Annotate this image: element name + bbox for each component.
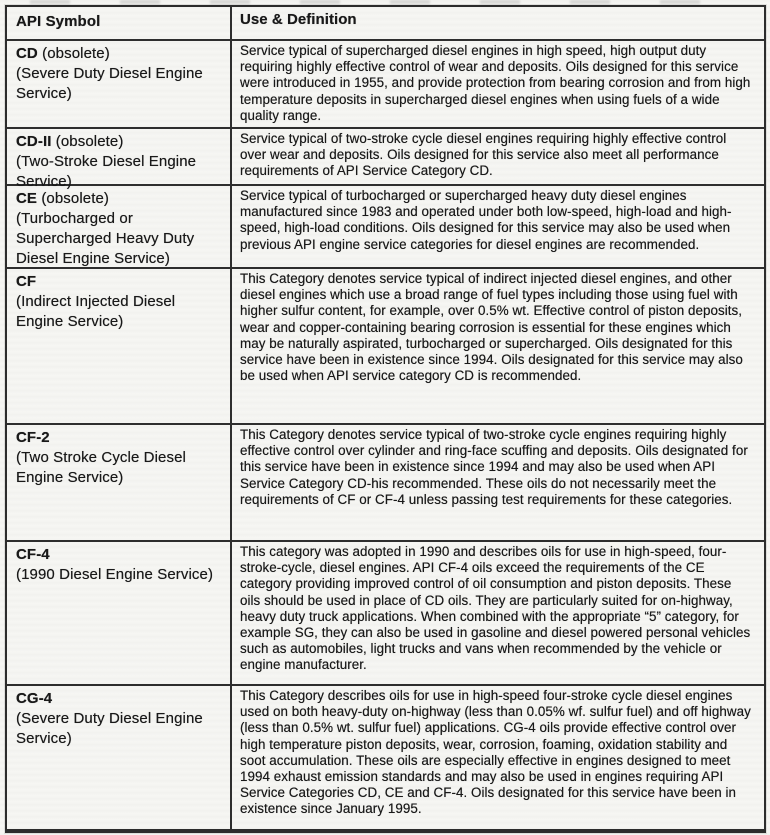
api-symbol-code: CE bbox=[16, 190, 38, 207]
api-symbol-cell bbox=[7, 41, 232, 127]
api-symbol-subtitle: (Two Stroke Cycle Diesel Engine Service) bbox=[16, 449, 186, 486]
api-symbol-cell bbox=[7, 542, 232, 684]
api-symbol-suffix: (obsolete) bbox=[37, 45, 110, 62]
header-use-definition: Use & Definition bbox=[240, 11, 357, 28]
api-symbol-subtitle: (1990 Diesel Engine Service) bbox=[16, 566, 214, 583]
api-symbol-cell bbox=[7, 186, 232, 267]
header-api-symbol: API Symbol bbox=[7, 7, 232, 39]
api-symbol-code: CD-II bbox=[16, 133, 52, 150]
table-row bbox=[7, 269, 764, 425]
table-row bbox=[7, 425, 764, 542]
api-symbol-subtitle: (Turbocharged or Supercharged Heavy Duty Diesel Engine Service) bbox=[16, 210, 195, 267]
table-row bbox=[7, 41, 764, 129]
definition-cell: Service typical of supercharged diesel engines in high speed, high output duty requiring highly effective control of wear and deposits. Oils designed for this service were introduced in 1955, and provide protection from bearing corrosion and from high temperature deposits in supercharged diesel engines when using fuels of a wide quality range. bbox=[240, 43, 751, 123]
api-symbol-subtitle: (Indirect Injected Diesel Engine Service) bbox=[16, 293, 176, 330]
definition-cell: Service typical of two-stroke cycle diesel engines requiring highly effective control over wear and deposits. Oils designed for this service also meet all performance requirements of API Service Category CD. bbox=[240, 131, 727, 179]
api-symbol-suffix: (obsolete) bbox=[51, 133, 124, 150]
api-symbol-cell bbox=[7, 129, 232, 190]
api-symbol-code: CF-2 bbox=[16, 429, 50, 446]
table-row bbox=[7, 542, 764, 686]
api-symbol-cell bbox=[7, 686, 232, 829]
definition-cell: Service typical of turbocharged or supercharged heavy duty diesel engines manufactured since 1983 and operated under both low-speed, high-load and high-speed, high-load conditions. Oils designed for this service may also be used when previous API engine service categories for diesel engines are recommended. bbox=[240, 188, 732, 252]
definition-cell: This category was adopted in 1990 and describes oils for use in high-speed, four-stroke-cycle, diesel engines. API CF-4 oils exceed the requirements of the CE category providing improved control of oil consumption and piston deposits. These oils should be used in place of CD oils. They are particularly suited for on-highway, heavy duty truck applications. When combined with the appropriate “5” category, for example SG, they can also be used in gasoline and diesel powered personal vehicles such as automobiles, light trucks and vans when recommended by the vehicle or engine manufacturer. bbox=[240, 544, 751, 673]
table-header-row bbox=[7, 7, 764, 41]
definition-cell: This Category denotes service typical of indirect injected diesel engines, and other diesel engines which use a broad range of fuel types including those using fuel with higher sulfur content, for example, over 0.5% wt. Effective control of piston deposits, wear and copper-containing bearing corrosion is essential for these engines which may be naturally aspirated, turbocharged or supercharged. Oils designated for this service have been in existence since 1994. Oils designated for this service may also be used when API service category CD is recommended. bbox=[240, 271, 743, 384]
api-symbol-subtitle: (Severe Duty Diesel Engine Service) bbox=[16, 710, 203, 747]
api-symbol-cell bbox=[7, 269, 232, 423]
scan-artifact bbox=[30, 0, 730, 4]
api-symbol-cell bbox=[7, 425, 232, 540]
table-row bbox=[7, 129, 764, 190]
api-symbol-code: CG-4 bbox=[16, 690, 53, 707]
api-symbol-subtitle: (Severe Duty Diesel Engine Service) bbox=[16, 65, 203, 102]
table-row bbox=[7, 186, 764, 269]
table-row bbox=[7, 686, 764, 829]
api-symbol-code: CF-4 bbox=[16, 546, 50, 563]
definition-cell: This Category describes oils for use in high-speed four-stroke cycle diesel engines used on both heavy-duty on-highway (less than 0.05% wf. sulfur fuel) and off highway (less than 0.5% wt. sulfur fuel) applications. CG-4 oils provide effective control over high temperature piston deposits, wear, corrosion, foaming, oxidation stability and soot accumulation. These oils are especially effective in engines designed to meet 1994 exhaust emission standards and may also be used in engines requiring API Service Categories CD, CE and CF-4. Oils designated for this service have been in existence since January 1995. bbox=[240, 688, 751, 817]
api-symbol-code: CF bbox=[16, 273, 37, 290]
api-symbol-code: CD bbox=[16, 45, 38, 62]
definition-cell: This Category denotes service typical of two-stroke cycle engines requiring highly effective control over cylinder and ring-face scuffing and deposits. Oils designated for this service have been in existence since 1994 and may also be used when API Service Category CD-his recommended. These oils do not necessarily meet the requirements of CF or CF-4 unless passing test requirements for these categories. bbox=[240, 427, 748, 507]
api-categories-table bbox=[5, 5, 766, 833]
api-symbol-subtitle: (Two-Stroke Diesel Engine Service) bbox=[16, 153, 197, 190]
api-symbol-suffix: (obsolete) bbox=[37, 190, 110, 207]
